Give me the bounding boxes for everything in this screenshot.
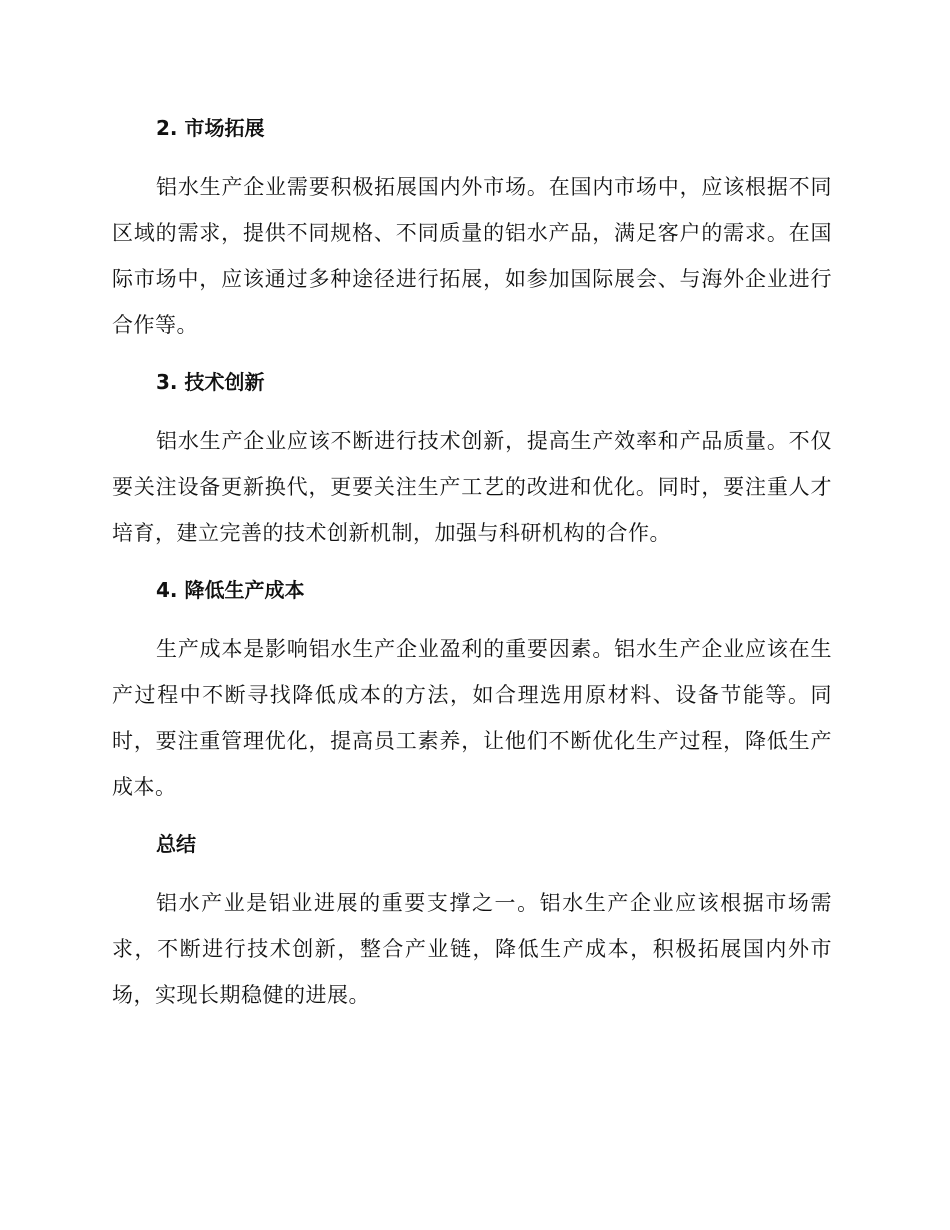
section-paragraph: 生产成本是影响铝水生产企业盈利的重要因素。铝水生产企业应该在生产过程中不断寻找降低成本的方法，如合理选用原材料、设备节能等。同时，要注重管理优化，提高员工素养，让他们不断优化生产过程，降低生产成本。 <box>112 637 832 799</box>
section-heading: 2. 市场拓展 <box>156 116 265 140</box>
section-paragraph: 铝水生产企业需要积极拓展国内外市场。在国内市场中，应该根据不同区域的需求，提供不同规格、不同质量的铝水产品，满足客户的需求。在国际市场中，应该通过多种途径进行拓展，如参加国际展会、与海外企业进行合作等。 <box>112 175 832 337</box>
section-heading: 4. 降低生产成本 <box>156 578 305 602</box>
section-paragraph: 铝水生产企业应该不断进行技术创新，提高生产效率和产品质量。不仅要关注设备更新换代，更要关注生产工艺的改进和优化。同时，要注重人才培育，建立完善的技术创新机制，加强与科研机构的合作。 <box>112 429 832 545</box>
section-heading: 总结 <box>156 832 196 856</box>
section-market-expansion <box>112 112 832 348</box>
section-summary <box>112 828 832 1018</box>
section-paragraph: 铝水产业是铝业进展的重要支撑之一。铝水生产企业应该根据市场需求，不断进行技术创新，整合产业链，降低生产成本，积极拓展国内外市场，实现长期稳健的进展。 <box>112 891 832 1007</box>
document-page <box>112 112 832 1036</box>
section-reduce-cost <box>112 574 832 810</box>
section-heading: 3. 技术创新 <box>156 370 265 394</box>
section-technology-innovation <box>112 366 832 556</box>
